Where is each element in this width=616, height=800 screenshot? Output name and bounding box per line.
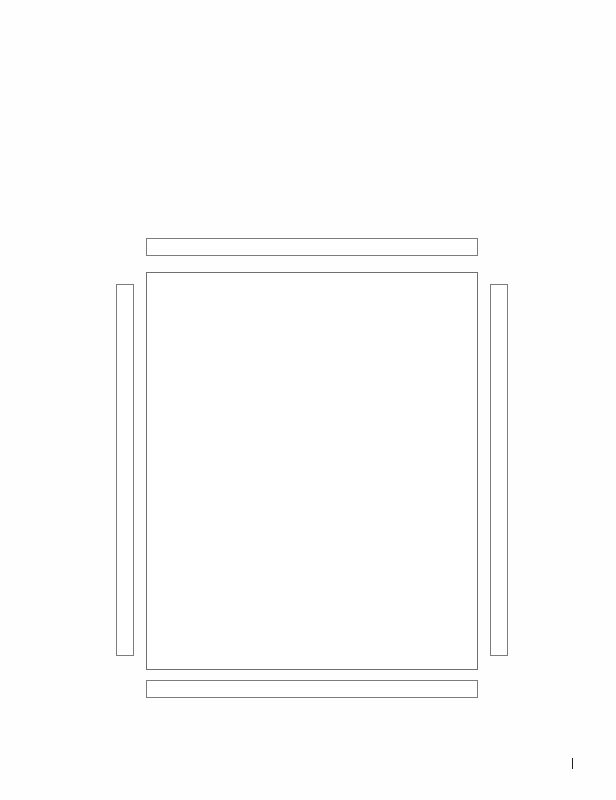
border-strip-bottom <box>146 680 478 698</box>
right-column <box>238 41 424 47</box>
instruction-columns <box>36 41 580 47</box>
quilt-center <box>146 272 478 670</box>
quilt-center-svg <box>147 273 477 669</box>
footer-divider <box>572 758 573 769</box>
left-column <box>36 41 216 43</box>
assembly-diagram <box>112 236 512 736</box>
border-strip-right <box>490 284 508 656</box>
border-strip-top <box>146 238 478 256</box>
page-footer <box>0 758 580 769</box>
border-strip-left <box>116 284 134 656</box>
